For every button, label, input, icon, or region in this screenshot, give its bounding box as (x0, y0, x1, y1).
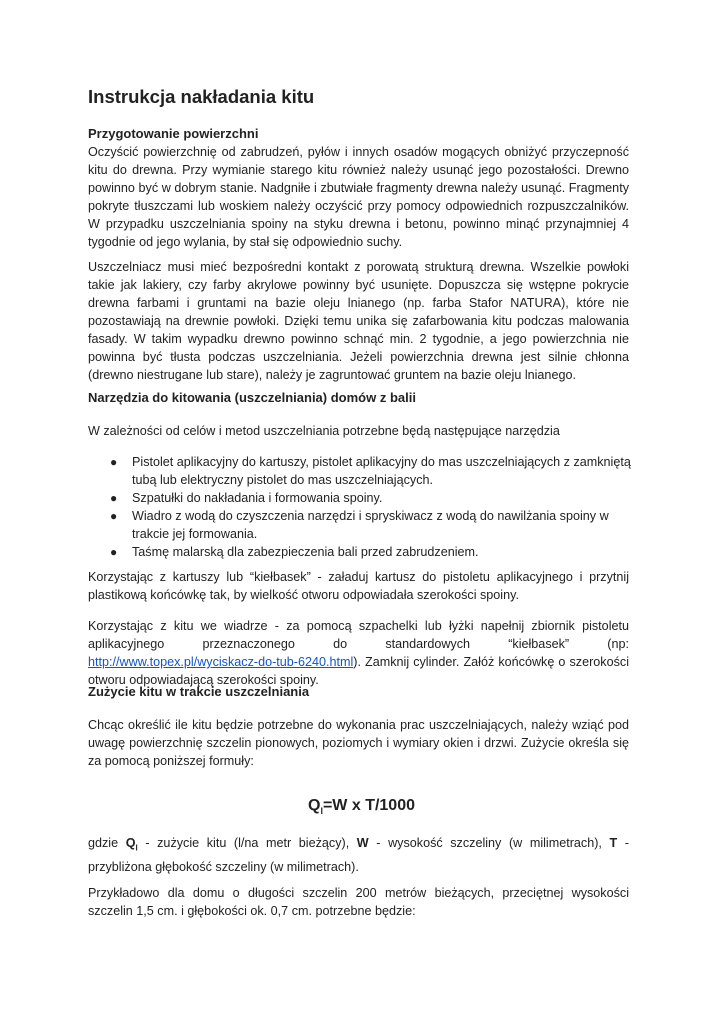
formula-q: Q (307, 797, 321, 814)
bullet-icon: ● (110, 509, 118, 523)
bullet-icon: ● (110, 545, 118, 559)
section-heading-consumption: Zużycie kitu w trakcie uszczelniania (88, 684, 310, 699)
paragraph-bucket-text-after: ). Zamknij cylinder. Załóż końcówkę o szerokości otworu odpowiadającą szerokości spoiny. (88, 655, 629, 687)
section-heading-surface-preparation: Przygotowanie powierzchni (88, 126, 259, 141)
consumption-formula (0, 797, 723, 816)
list-item-text: Taśmę malarską dla zabezpieczenia bali przed zabrudzeniem. (132, 545, 479, 559)
paragraph-example: Przykładowo dla domu o długości szczelin 200 metrów bieżących, przeciętnej wysokości szczelin 1,5 cm. i głębokości ok. 0,7 cm. potrzebne będzie: (88, 886, 629, 918)
paragraph-sealant-contact: Uszczelniacz musi mieć bezpośredni kontakt z porowatą strukturą drewna. Wszelkie powłoki takie jak lakiery, czy farby akrylowe powinny być usunięte. Dopuszcza się wstępne pokrycie drewna farbami i gruntami na bazie oleju lnianego (np. farba Stafor NATURA), które nie pozostawiają na drewnie powłoki. Dzięki temu unika się zafarbowania kitu podczas malowania fasady. W takim wypadku drewno powinno schnąć min. 2 tygodnie, a jego powierzchnia nie powinna być tłusta podczas uszczelniania. Jeżeli powierzchnia drewna jest silnie chłonna (drewno niestrugane lub stare), należy je zagruntować gruntem na bazie oleju lnianego. (88, 260, 629, 382)
list-item (88, 489, 633, 507)
legend-q-description: - zużycie kitu (l/na metr bieżący), (137, 836, 357, 850)
paragraph-tools-intro: W zależności od celów i metod uszczelniania potrzebne będą następujące narzędzia (88, 424, 560, 438)
bullet-icon: ● (110, 455, 118, 469)
paragraph-bucket-text-before: Korzystając z kitu we wiadrze - za pomocą szpachelki lub łyżki napełnij zbiornik pistoletu aplikacyjnego przeznaczonego do standardowych “kiełbasek” (np: (88, 619, 629, 651)
formula-q-subscript: l (320, 806, 323, 817)
list-item-text: Pistolet aplikacyjny do kartuszy, pistolet aplikacyjny do mas uszczelniających z zamkniętą tubą lub elektryczny pistolet do mas uszczelniających. (132, 455, 631, 487)
paragraph-consumption-intro: Chcąc określić ile kitu będzie potrzebne do wykonania prac uszczelniających, należy wziąć pod uwagę powierzchnię szczelin pionowych, poziomych i wymiary okien i drzwi. Zużycie określa się za pomocą poniższej formuły: (88, 718, 629, 768)
legend-q-subscript: l (135, 843, 138, 853)
section-heading-tools: Narzędzia do kitowania (uszczelniania) domów z balii (88, 390, 416, 405)
formula-rest: =W x T/1000 (322, 797, 415, 814)
legend-t-description: - przybliżona głębokość szczeliny (w milimetrach). (88, 836, 629, 874)
bullet-icon: ● (110, 491, 118, 505)
legend-w-description: - wysokość szczeliny (w milimetrach), (368, 836, 610, 850)
paragraph-formula-legend (88, 834, 629, 876)
document-title: Instrukcja nakładania kitu (88, 86, 315, 107)
list-item (88, 507, 633, 543)
paragraph-surface-cleaning: Oczyścić powierzchnię od zabrudzeń, pyłów i innych osadów mogących obniżyć przyczepność kitu do drewna. Przy wymianie starego kitu również należy usunąć jego pozostałości. Drewno powinno być w dobrym stanie. Nadgniłe i zbutwiałe fragmenty drewna należy usunąć. Fragmenty pokryte tłuszczami lub woskiem należy oczyścić przy pomocy odpowiednich rozpuszczalników. W przypadku uszczelniania spoiny na styku drewna i betonu, powinno minąć przynajmniej 4 tygodnie od jego wylania, by stał się odpowiednio suchy. (88, 145, 629, 249)
paragraph-cartridge-usage: Korzystając z kartuszy lub “kiełbasek” - załaduj kartusz do pistoletu aplikacyjnego i przytnij plastikową końcówkę tak, by wielkość otworu odpowiadała szerokości spoiny. (88, 570, 629, 602)
list-item (88, 453, 633, 489)
list-item (88, 543, 633, 561)
topex-product-link[interactable]: http://www.topex.pl/wyciskacz-do-tub-6240.html (88, 655, 354, 669)
list-item-text: Szpatułki do nakładania i formowania spoiny. (132, 491, 383, 505)
legend-t-symbol: T (609, 836, 618, 850)
list-item-text: Wiadro z wodą do czyszczenia narzędzi i spryskiwacz z wodą do nawilżania spoiny w trakcie jej formowania. (132, 509, 609, 541)
legend-q-symbol (125, 836, 138, 853)
paragraph-bucket-usage (88, 617, 629, 689)
legend-w-symbol: W (356, 836, 369, 850)
legend-q-letter: Q (125, 836, 136, 850)
tools-list (88, 453, 633, 561)
legend-gdzie: gdzie (88, 836, 126, 850)
